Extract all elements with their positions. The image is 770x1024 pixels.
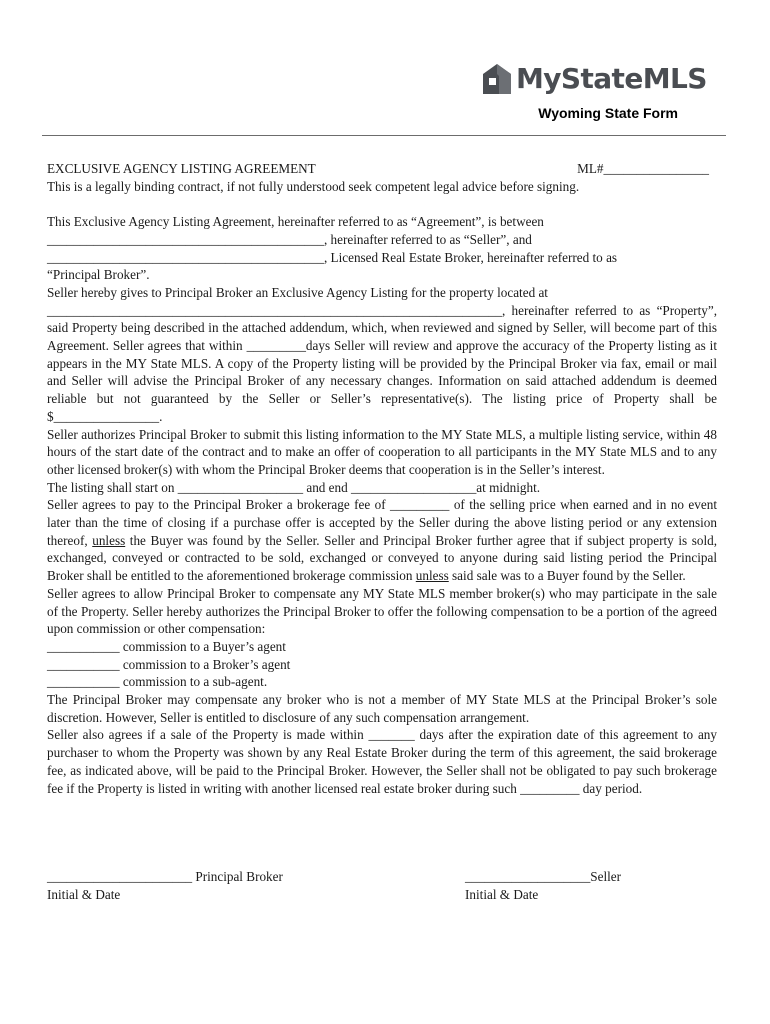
- seller-name-line: __________________________________________, hereinafter referred to as “Seller”, and: [47, 231, 532, 247]
- seller-signature-line: ___________________Seller: [465, 869, 622, 884]
- brokerage-fee-paragraph: Seller agrees to pay to the Principal Broker a brokerage fee of _________ of the selling price when earned and in no event later than the time of closing if a purchase offer is accepted by the Seller during the above listing period or any extension thereof, unless the Buyer was found by the Seller. Seller and Principal Broker further agree that if subject property is sold, exchanged, conveyed or contracted to be sold, exchanged or conveyed to anyone during said listing period the Principal Broker shall be entitled to the aforementioned brokerage commission unless said sale was to a Buyer found by the Seller.: [47, 497, 717, 584]
- legal-disclaimer: This is a legally binding contract, if not fully understood seek competent legal advice before signing.: [47, 178, 580, 194]
- sub-agent-commission: ___________ commission to a sub-agent.: [47, 674, 268, 690]
- header-divider: [42, 135, 726, 136]
- broker-signature: [47, 868, 283, 903]
- principal-broker-ref: “Principal Broker”.: [47, 267, 150, 283]
- mystatemls-logo: [482, 62, 707, 96]
- broker-initial-date: Initial & Date: [47, 886, 121, 902]
- buyer-agent-commission: ___________ commission to a Buyer’s agent: [47, 638, 286, 654]
- broker-name-line: __________________________________________, Licensed Real Estate Broker, hereinafter referred to as: [47, 249, 618, 265]
- listing-period-line: The listing shall start on ___________________ and end ___________________at midnight.: [47, 479, 541, 495]
- broker-agent-commission: ___________ commission to a Broker’s agent: [47, 656, 291, 672]
- authorization-paragraph: Seller authorizes Principal Broker to submit this listing information to the MY State MLS, a multiple listing service, within 48 hours of the start date of the contract and to make an offer of cooperation to all participants in the MY State MLS and to any other licensed broker(s) with whom the Principal Broker deems that cooperation is in the Seller’s interest.: [47, 426, 717, 477]
- compensation-paragraph: Seller agrees to allow Principal Broker to compensate any MY State MLS member broker(s) who may participate in the sale of the Property. Seller hereby authorizes the Principal Broker to offer the following compensation to be a portion of the agreed upon commission or other compensation:: [47, 585, 717, 637]
- agreement-body: [47, 160, 717, 797]
- non-member-paragraph: The Principal Broker may compensate any broker who is not a member of MY State MLS at the Principal Broker’s sole discretion. However, Seller is entitled to disclosure of any such compensation arrangement.: [47, 692, 717, 725]
- post-expiration-paragraph: Seller also agrees if a sale of the Property is made within _______ days after the expiration date of this agreement to any purchaser to whom the Property was shown by any Real Estate Broker during the term of this agreement, the said brokerage fee, as indicated above, will be paid to the Principal Broker. However, the Seller shall not be obligated to pay such brokerage fee if the Property is listed in writing with another licensed real estate broker during such _________ day period.: [47, 727, 717, 796]
- house-logo-icon: [482, 63, 512, 95]
- listing-paragraph-intro: Seller hereby gives to Principal Broker an Exclusive Agency Listing for the property located at: [47, 284, 548, 300]
- listing-paragraph: _____________________________________________________________________, hereinafter referred to as “Property”, said Property being described in the attached addendum, which, when reviewed and signed by Seller, will become part of this Agreement. Seller agrees that within _________days Seller will review and approve the accuracy of the Property listing as it appears in the MY State MLS. A copy of the Property listing will be provided by the Principal Broker via fax, email or mail and Seller will advise the Principal Broker of any necessary changes. Information on said attached addendum is deemed reliable but not guaranteed by the Seller or Seller’s representative(s). The listing price of Property shall be $________________.: [47, 302, 717, 424]
- agreement-title: EXCLUSIVE AGENCY LISTING AGREEMENT: [47, 161, 316, 176]
- state-form-subtitle: Wyoming State Form: [538, 105, 678, 121]
- intro-line: This Exclusive Agency Listing Agreement, hereinafter referred to as “Agreement”, is between: [47, 214, 544, 230]
- seller-initial-date: Initial & Date: [465, 886, 539, 902]
- logo-text: MyStateMLS: [516, 62, 707, 95]
- seller-signature: [465, 868, 621, 903]
- title-line: [47, 160, 717, 178]
- broker-signature-line: ______________________ Principal Broker: [47, 869, 283, 884]
- ml-number-field: ML#________________: [577, 161, 709, 176]
